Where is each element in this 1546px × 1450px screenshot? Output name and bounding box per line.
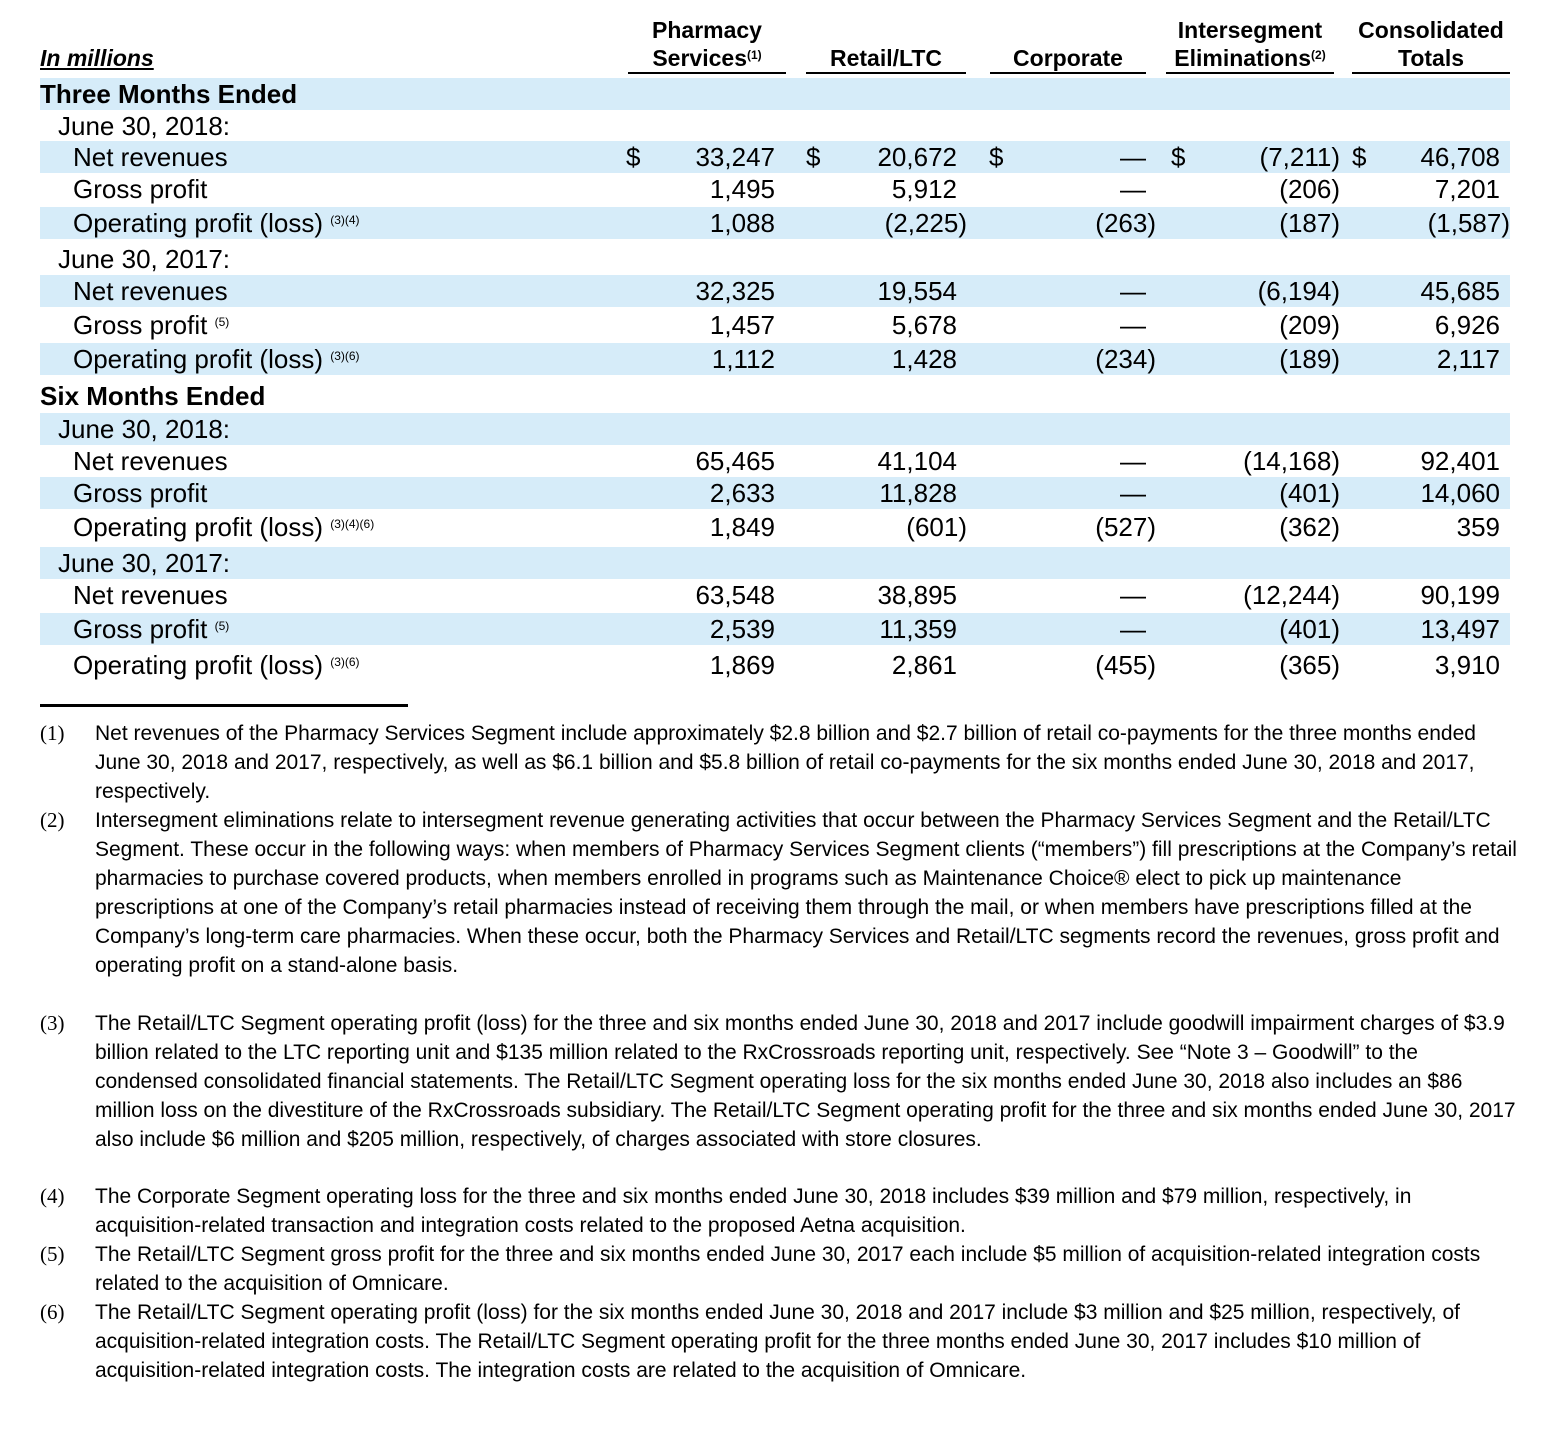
table-cell: 1,088 (709, 208, 775, 238)
footnote-text: The Retail/LTC Segment operating profit (loss) for the six months ended June 30, 2018 and 2017 include $3 million and $25 million, respectively, of acquisition-related integration costs. The Retail/LTC Segment operating profit for the three months ended June 30, 2017 includes $10 million of acquisition-related integration costs. The integration costs are related to the acquisition of Omnicare. (95, 1301, 1460, 1382)
col-underline (628, 72, 786, 74)
row-label-text: Gross profit (73, 614, 208, 644)
row-label-text: Net revenues (73, 276, 228, 306)
table-cell: 1,428 (891, 344, 957, 374)
col-header-line2: Retail/LTC (829, 45, 943, 71)
row-label-text: Operating profit (loss) (73, 512, 323, 542)
section-label (40, 380, 265, 412)
table-cell: 65,465 (695, 446, 775, 476)
table-row (40, 511, 1510, 543)
row-label (73, 511, 374, 543)
row-label-text: June 30, 2017: (58, 244, 231, 274)
period-row (40, 243, 1510, 275)
table-cell: (455) (1095, 650, 1156, 680)
table-cell: (206) (1279, 174, 1340, 204)
period-row (40, 413, 1510, 445)
row-label-text: June 30, 2017: (58, 548, 231, 578)
footnote-number: (5) (40, 1242, 65, 1266)
table-cell: 1,869 (709, 650, 775, 680)
table-cell: (209) (1279, 310, 1340, 340)
table-cell: — (1120, 446, 1146, 476)
table-cell: (187) (1279, 208, 1340, 238)
table-cell: (2,225) (884, 208, 967, 238)
footnote-number: (4) (40, 1184, 65, 1208)
row-label (73, 343, 360, 375)
col-header-retail-ltc (806, 44, 966, 72)
col-header-line1: Consolidated (1358, 17, 1504, 43)
col-header-pharmacy-services (628, 16, 786, 72)
col-header-line1: Intersegment (1177, 17, 1323, 43)
row-label (73, 445, 228, 477)
table-cell: 19,554 (877, 276, 957, 306)
table-cell: (527) (1095, 512, 1156, 542)
table-cell: 359 (1456, 512, 1500, 542)
footnote-number: (2) (40, 808, 65, 832)
table-cell: 11,359 (879, 614, 957, 644)
currency-symbol: $ (806, 142, 821, 172)
col-underline (990, 72, 1146, 74)
footnote-ref: (3)(4) (330, 213, 360, 227)
table-cell: 92,401 (1420, 446, 1500, 476)
period-label (58, 413, 230, 445)
table-row (40, 343, 1510, 375)
table-cell: (601) (906, 512, 967, 542)
table-cell: — (1120, 276, 1146, 306)
table-cell: 5,912 (891, 174, 957, 204)
col-header-line1: Pharmacy (652, 17, 762, 43)
row-label (73, 309, 229, 341)
footnote-text: The Corporate Segment operating loss for the three and six months ended June 30, 2018 includes $39 million and $79 million, respectively, in acquisition-related transaction and integration costs related to the proposed Aetna acquisition. (95, 1185, 1412, 1237)
table-row (40, 579, 1510, 611)
table-cell: 45,685 (1420, 276, 1500, 306)
footnote-text: Net revenues of the Pharmacy Services Segment include approximately $2.8 billion and $2.7 billion of retail co-payments for the three months ended June 30, 2018 and 2017, respectively, as well as $6.1 billion and $5.8 billion of retail co-payments for the six months ended June 30, 2018 and 2017, respectively. (95, 722, 1476, 803)
col-underline (1166, 72, 1334, 74)
table-cell: 1,495 (709, 174, 775, 204)
footnote-text: The Retail/LTC Segment gross profit for the three and six months ended June 30, 2017 each include $5 million of acquisition-related integration costs related to the acquisition of Omnicare. (95, 1243, 1481, 1295)
table-cell: (234) (1095, 344, 1156, 374)
table-cell: 2,539 (709, 614, 775, 644)
footnote-ref: (3)(6) (330, 349, 360, 363)
period-row (40, 547, 1510, 579)
col-header-intersegment-eliminations (1166, 16, 1334, 72)
table-cell: 2,633 (709, 478, 775, 508)
in-millions-label: In millions (40, 45, 154, 71)
table-row (40, 275, 1510, 307)
table-cell: (189) (1279, 344, 1340, 374)
footnote-number: (6) (40, 1300, 65, 1324)
table-cell: (401) (1279, 614, 1340, 644)
footnote-ref: (3)(4)(6) (330, 517, 375, 531)
table-cell: 20,672 (877, 142, 957, 172)
table-cell: — (1120, 478, 1146, 508)
row-label-text: June 30, 2018: (58, 111, 231, 141)
row-label-text: Net revenues (73, 446, 228, 476)
row-label-text: Gross profit (73, 174, 208, 204)
table-cell: 1,112 (711, 344, 775, 374)
row-label-text: Operating profit (loss) (73, 208, 323, 238)
table-cell: 13,497 (1420, 614, 1500, 644)
table-cell: 3,910 (1434, 650, 1500, 680)
table-cell: 2,861 (891, 650, 957, 680)
row-label-text: Operating profit (loss) (73, 344, 323, 374)
col-underline (806, 72, 966, 74)
row-label-text: Operating profit (loss) (73, 650, 323, 680)
table-row (40, 649, 1510, 681)
table-cell: (6,194) (1257, 276, 1340, 306)
table-cell: (362) (1279, 512, 1340, 542)
table-cell: (12,244) (1243, 580, 1340, 610)
period-label (58, 243, 230, 275)
footnote-text: Intersegment eliminations relate to intersegment revenue generating activities that occur between the Pharmacy Services Segment and the Retail/LTC Segment. These occur in the following ways: when members of Pharmacy Services Segment clients (“members”) fill prescriptions at the Company’s retail pharmacies to purchase covered products, when members enrolled in programs such as Maintenance Choice® elect to pick up maintenance prescriptions at one of the Company’s retail pharmacies instead of receiving them through the mail, or when members have prescriptions filled at the Company’s long-term care pharmacies. When these occur, both the Pharmacy Services and Retail/LTC segments record the revenues, gross profit and operating profit on a stand-alone basis. (95, 809, 1517, 977)
section-row (40, 78, 1510, 110)
table-cell: 7,201 (1434, 174, 1500, 204)
currency-symbol: $ (989, 142, 1004, 172)
table-cell: 14,060 (1420, 478, 1500, 508)
section-row (40, 380, 1510, 412)
col-header-line2: Corporate (1013, 45, 1123, 71)
footnote-ref: (5) (214, 315, 230, 329)
footnote-number: (3) (40, 1011, 65, 1035)
section-label (40, 78, 297, 110)
table-row (40, 613, 1510, 645)
row-label (73, 141, 228, 173)
row-label-text: Three Months Ended (40, 79, 298, 109)
row-label-text: Gross profit (73, 478, 208, 508)
footnote-text: The Retail/LTC Segment operating profit (loss) for the three and six months ended June 30, 2018 and 2017 include goodwill impairment charges of $3.9 billion related to the LTC reporting unit and $135 million related to the RxCrossroads reporting unit, respectively. See “Note 3 – Goodwill” to the condensed consolidated financial statements. The Retail/LTC Segment operating loss for the six months ended June 30, 2018 also includes an $86 million loss on the divestiture of the RxCrossroads subsidiary. The Retail/LTC Segment operating profit for the three and six months ended June 30, 2017 also include $6 million and $205 million, respectively, of charges associated with store closures. (95, 1012, 1516, 1151)
row-label (73, 613, 229, 645)
table-cell: 33,247 (695, 142, 775, 172)
table-cell: 32,325 (695, 276, 775, 306)
col-underline (1352, 72, 1510, 74)
table-cell: 6,926 (1434, 310, 1500, 340)
table-row (40, 207, 1510, 239)
table-cell: 63,548 (695, 580, 775, 610)
table-cell: 1,849 (709, 512, 775, 542)
table-cell: — (1120, 614, 1146, 644)
row-label-text: Six Months Ended (40, 381, 266, 411)
row-label-text: Net revenues (73, 142, 228, 172)
currency-symbol: $ (626, 142, 641, 172)
currency-symbol: $ (1352, 142, 1367, 172)
table-cell: 90,199 (1420, 580, 1500, 610)
table-cell: 5,678 (891, 310, 957, 340)
col-header-line2: Services (652, 45, 747, 71)
table-cell: (365) (1279, 650, 1340, 680)
footnote-divider (40, 704, 408, 707)
row-label-text: June 30, 2018: (58, 414, 231, 444)
table-cell: 46,708 (1420, 142, 1500, 172)
table-cell: — (1120, 174, 1146, 204)
row-label (73, 173, 207, 205)
table-cell: (14,168) (1243, 446, 1340, 476)
col-header-consolidated-totals (1352, 16, 1510, 72)
currency-symbol: $ (1171, 142, 1186, 172)
col-header-footnote-ref: (1) (746, 48, 762, 62)
col-header-line2: Totals (1397, 45, 1465, 71)
table-cell: (7,211) (1259, 142, 1340, 172)
period-label (58, 110, 230, 142)
table-cell: 2,117 (1436, 344, 1500, 374)
table-row (40, 445, 1510, 477)
row-label (73, 275, 228, 307)
table-row (40, 141, 1510, 173)
table-cell: — (1120, 310, 1146, 340)
period-row (40, 110, 1510, 142)
table-cell: — (1120, 580, 1146, 610)
table-cell: 1,457 (709, 310, 775, 340)
footnote-number: (1) (40, 721, 65, 745)
footnote-ref: (3)(6) (330, 655, 360, 669)
row-label (73, 579, 228, 611)
row-label (73, 207, 360, 239)
period-label (58, 547, 230, 579)
table-cell: (1,587) (1427, 208, 1510, 238)
col-header-footnote-ref: (2) (1311, 48, 1326, 62)
row-label (73, 477, 207, 509)
col-header-corporate (990, 44, 1146, 72)
footnote-ref: (5) (214, 619, 230, 633)
row-label-text: Gross profit (73, 310, 208, 340)
table-row (40, 173, 1510, 205)
row-label-text: Net revenues (73, 580, 228, 610)
row-label (73, 649, 360, 681)
table-cell: 11,828 (879, 478, 957, 508)
table-cell: 41,104 (877, 446, 957, 476)
table-cell: (401) (1279, 478, 1340, 508)
table-cell: — (1120, 142, 1146, 172)
table-cell: 38,895 (877, 580, 957, 610)
table-cell: (263) (1095, 208, 1156, 238)
table-row (40, 309, 1510, 341)
table-row (40, 477, 1510, 509)
col-header-line2: Eliminations (1174, 45, 1312, 71)
